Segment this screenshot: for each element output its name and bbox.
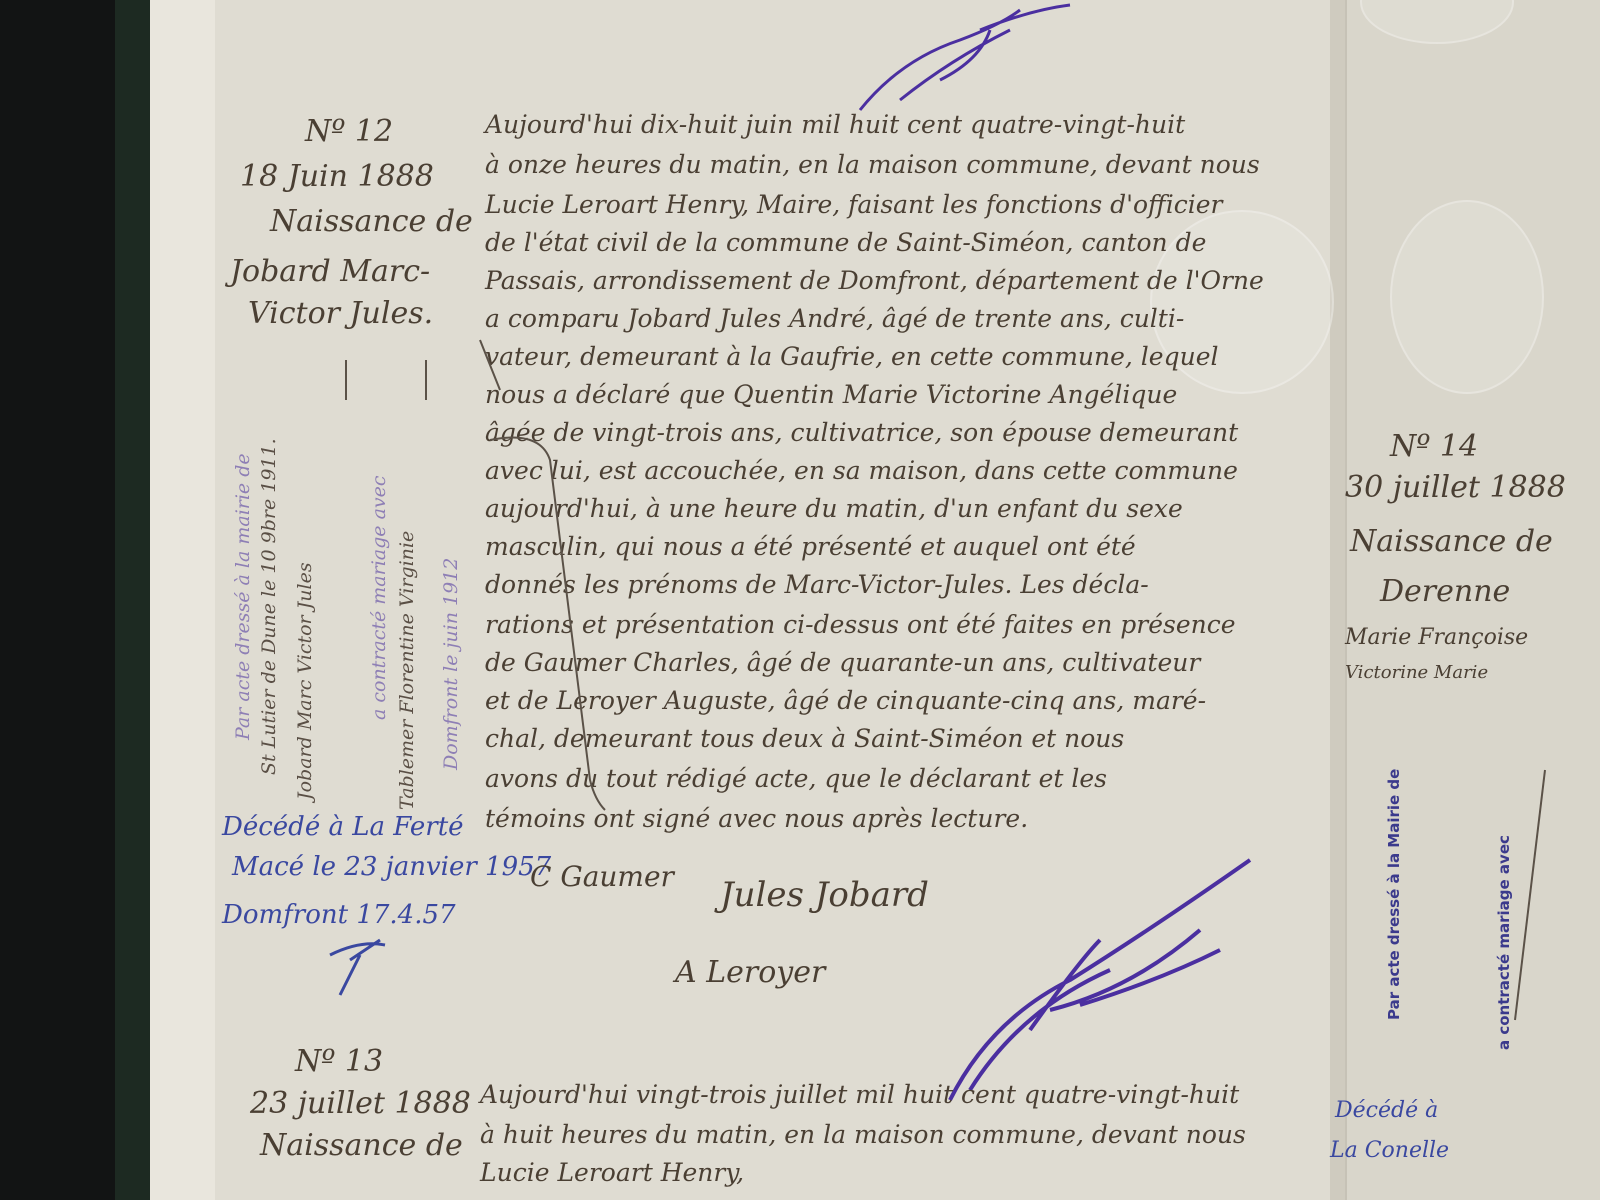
body-line: vateur, demeurant à la Gaufrie, en cette commune, lequel — [485, 342, 1219, 371]
stamp-line: a contracté mariage avec — [1495, 835, 1513, 1050]
entry-name: Victor Jules. — [248, 296, 434, 331]
annotation-line: Tablemer Florentine Virginie — [396, 530, 418, 810]
right-page-stroke — [1505, 760, 1565, 1040]
body-line: avec lui, est accouchée, en sa maison, dans cette commune — [485, 456, 1238, 485]
entry-name: Derenne — [1380, 574, 1511, 609]
entry-date: 30 juillet 1888 — [1345, 470, 1566, 505]
body-line: Passais, arrondissement de Domfront, département de l'Orne — [485, 266, 1264, 295]
body-line: âgée de vingt-trois ans, cultivatrice, son épouse demeurant — [485, 418, 1239, 447]
annotation-line: Décédé à — [1335, 1098, 1439, 1123]
page-inner-margin — [150, 0, 215, 1200]
entry-number: Nº 14 — [1390, 429, 1479, 464]
signature: C Gaumer — [530, 860, 674, 893]
body-line: aujourd'hui, à une heure du matin, d'un enfant du sexe — [485, 494, 1183, 523]
entry-number: Nº 12 — [305, 114, 394, 149]
annotation-line: La Conelle — [1330, 1138, 1450, 1163]
body-line: avons du tout rédigé acte, que le déclarant et les — [485, 764, 1107, 793]
embossed-seal — [1390, 200, 1544, 394]
annotation-line: Par acte dressé à la mairie de — [232, 453, 254, 740]
body-line: Lucie Leroart Henry, Maire, faisant les fonctions d'officier — [485, 190, 1223, 219]
entry-name: Victorine Marie — [1345, 662, 1489, 683]
body-line: Aujourd'hui dix-huit juin mil huit cent quatre-vingt-huit — [485, 110, 1186, 139]
entry-type: Naissance de — [1350, 524, 1553, 559]
annotation-line: Domfront le juin 1912 — [440, 557, 462, 770]
body-line: témoins ont signé avec nous après lecture. — [485, 804, 1029, 833]
entry-date: 23 juillet 1888 — [250, 1086, 471, 1121]
body-line: nous a déclaré que Quentin Marie Victorine Angélique — [485, 380, 1178, 409]
body-line: masculin, qui nous a été présenté et auquel ont été — [485, 532, 1136, 561]
body-line: à onze heures du matin, en la maison commune, devant nous — [485, 150, 1260, 179]
stamp-line: Par acte dressé à la Mairie de — [1385, 768, 1403, 1020]
body-line: chal, demeurant tous deux à Saint-Siméon et nous — [485, 724, 1125, 753]
body-line: à huit heures du matin, en la maison commune, devant nous — [480, 1120, 1246, 1149]
entry-name: Jobard Marc- — [230, 254, 431, 289]
annotation-line: a contracté mariage avec — [368, 475, 390, 720]
body-line: rations et présentation ci-dessus ont été faites en présence — [485, 610, 1236, 639]
annotation-line: Jobard Marc Victor Jules — [294, 562, 316, 800]
body-line: de Gaumer Charles, âgé de quarante-un ans, cultivateur — [485, 648, 1201, 677]
entry-type: Naissance de — [260, 1128, 463, 1163]
entry-12-bracket — [470, 420, 620, 820]
annotation-line: Macé le 23 janvier 1957 — [232, 852, 552, 882]
rule — [425, 360, 427, 400]
mayor-signature-top — [840, 0, 1100, 120]
body-line: Aujourd'hui vingt-trois juillet mil huit cent quatre-vingt-huit — [480, 1080, 1240, 1109]
binding-cloth — [115, 0, 155, 1200]
body-line: et de Leroyer Auguste, âgé de cinquante-cinq ans, maré- — [485, 686, 1207, 715]
mayor-signature — [930, 840, 1270, 1120]
body-line: donnés les prénoms de Marc-Victor-Jules. Les décla- — [485, 570, 1149, 599]
entry-name: Marie Françoise — [1345, 625, 1529, 650]
annotation-line: Domfront 17.4.57 — [222, 900, 456, 930]
entry-number: Nº 13 — [295, 1044, 384, 1079]
entry-type: Naissance de — [270, 204, 473, 239]
signature: Jules Jobard — [720, 875, 929, 915]
blue-initial-mark — [320, 930, 400, 1000]
body-line: de l'état civil de la commune de Saint-Siméon, canton de — [485, 228, 1207, 257]
body-line: a comparu Jobard Jules André, âgé de trente ans, culti- — [485, 304, 1185, 333]
annotation-line: St Lutier de Dune le 10 9bre 1911. — [258, 438, 280, 775]
entry-date: 18 Juin 1888 — [240, 159, 434, 194]
signature: A Leroyer — [675, 955, 826, 990]
body-line: Lucie Leroart Henry, — [480, 1158, 745, 1187]
entry-12-tick — [470, 330, 510, 400]
annotation-line: Décédé à La Ferté — [222, 812, 464, 842]
rule — [345, 360, 347, 400]
